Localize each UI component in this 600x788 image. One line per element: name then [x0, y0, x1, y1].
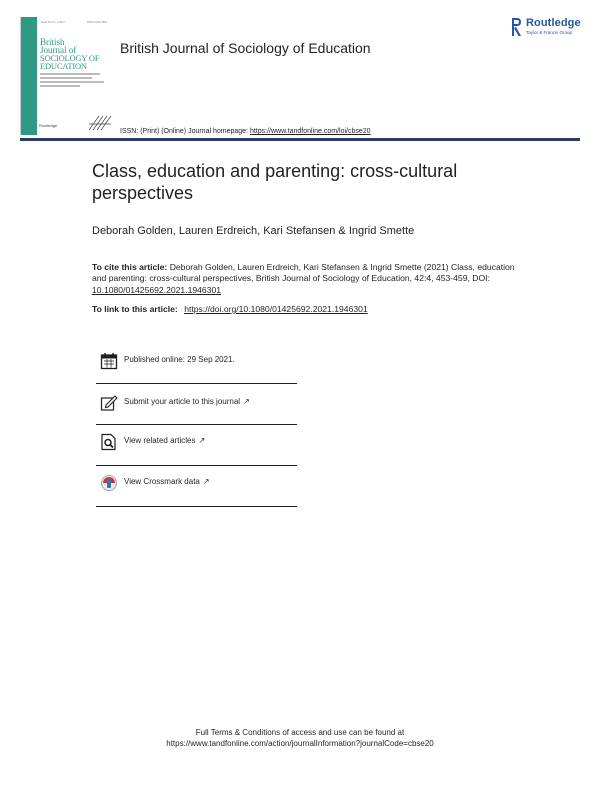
- article-authors: Deborah Golden, Lauren Erdreich, Kari Stefansen & Ingrid Smette: [92, 225, 415, 237]
- journal-homepage-link[interactable]: https://www.tandfonline.com/loi/cbse20: [249, 128, 371, 135]
- related-articles-link[interactable]: View related articles ↗: [124, 436, 206, 445]
- cover-color-band: [21, 17, 37, 135]
- edit-icon: [100, 394, 118, 412]
- citation-block: [92, 262, 522, 296]
- crossmark-link[interactable]: View Crossmark data ↗: [124, 477, 210, 486]
- publisher-name: Routledge: [526, 17, 581, 29]
- submit-article-row[interactable]: [96, 384, 296, 424]
- cite-text: Deborah Golden, Lauren Erdreich, Kari Stefansen & Ingrid Smette (2021) Class, education and parenting: cross-cultural perspectives, British Journal of Sociology of Education, 42:4, 453-459, DOI:: [92, 262, 515, 284]
- footer: [0, 727, 600, 749]
- cover-decoration-icon: [87, 112, 113, 132]
- external-link-icon: ↗: [243, 397, 250, 406]
- issn-line: [120, 128, 371, 135]
- divider: [96, 506, 297, 507]
- footer-terms-link[interactable]: https://www.tandfonline.com/action/journalInformation?journalCode=cbse20: [166, 739, 434, 748]
- article-doi-link[interactable]: https://doi.org/10.1080/01425692.2021.1946301: [184, 304, 368, 314]
- article-title: Class, education and parenting: cross-cultural perspectives: [92, 161, 458, 203]
- routledge-r-icon: [511, 17, 522, 37]
- cite-doi-link[interactable]: 10.1080/01425692.2021.1946301: [92, 284, 222, 295]
- published-row: [96, 342, 296, 382]
- published-date: Published online: 29 Sep 2021.: [124, 355, 235, 364]
- calendar-icon: [100, 352, 118, 370]
- article-link-line: [92, 304, 368, 314]
- crossmark-row[interactable]: [96, 464, 296, 504]
- submit-article-link[interactable]: Submit your article to this journal ↗: [124, 397, 250, 406]
- footer-terms-text: Full Terms & Conditions of access and use can be found at: [195, 728, 405, 737]
- related-articles-row[interactable]: [96, 423, 296, 463]
- routledge-logo[interactable]: [511, 17, 586, 39]
- external-link-icon: ↗: [202, 477, 210, 486]
- cite-label: To cite this article:: [92, 262, 168, 272]
- link-label: To link to this article:: [92, 304, 178, 314]
- journal-title: British Journal of Sociology of Education: [120, 40, 371, 56]
- cover-publisher: Routledge: [39, 123, 58, 128]
- cover-issn-text: ISSN 0142-5692: [87, 20, 108, 24]
- issn-label: ISSN: (Print) (Online) Journal homepage:: [120, 128, 248, 135]
- cover-issue-text: Issue 42 No. 4 2021: [41, 20, 66, 24]
- cover-text-lines: [40, 73, 110, 89]
- journal-cover-thumbnail: [20, 17, 117, 135]
- publisher-subname: Taylor & Francis Group: [526, 30, 573, 35]
- cover-title: British Journal of SOCIOLOGY OF EDUCATION: [40, 37, 100, 71]
- related-articles-icon: [100, 433, 118, 451]
- header-rule: [20, 138, 580, 141]
- external-link-icon: ↗: [198, 436, 206, 445]
- crossmark-icon: [100, 474, 118, 492]
